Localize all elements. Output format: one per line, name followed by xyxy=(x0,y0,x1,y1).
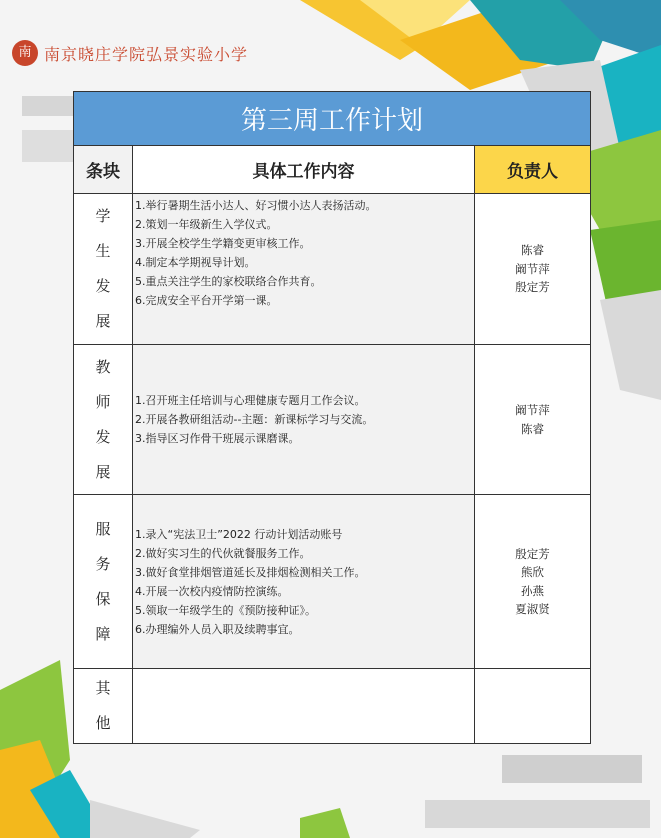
owner-name: 殷定芳 xyxy=(515,546,550,561)
school-emblem-icon: 南 xyxy=(12,40,38,66)
category-char: 生 xyxy=(95,242,111,260)
category-char: 师 xyxy=(95,392,111,411)
list-item: 2.做好实习生的代伙就餐服务工作。 xyxy=(135,546,311,560)
category-char: 保 xyxy=(95,589,111,608)
list-item: 5.重点关注学生的家校联络合作共育。 xyxy=(135,275,322,288)
list-item: 2.开展各教研组活动--主题：新课标学习与交流。 xyxy=(135,413,374,426)
content-cell xyxy=(133,495,475,669)
category-char: 发 xyxy=(95,277,111,295)
school-name: 南京晓庄学院弘景实验小学 xyxy=(44,44,249,64)
table-row xyxy=(74,345,591,495)
list-item: 6.办理编外人员入职及续聘事宜。 xyxy=(135,622,300,636)
owner-name: 阚节萍 xyxy=(515,403,550,417)
list-item: 2.策划一年级新生入学仪式。 xyxy=(135,218,278,231)
column-header-category: 条块 xyxy=(74,146,133,194)
column-header-owner: 负责人 xyxy=(475,146,591,194)
list-item: 1.录入“宪法卫士”2022 行动计划活动账号 xyxy=(135,527,343,541)
page-title: 第三周工作计划 xyxy=(74,92,591,146)
category-char: 障 xyxy=(95,624,111,643)
school-logo xyxy=(12,40,248,66)
owner-name: 阚节萍 xyxy=(515,261,550,276)
column-header-content: 具体工作内容 xyxy=(133,146,475,194)
owner-name: 孙燕 xyxy=(521,583,544,598)
owner-cell xyxy=(475,495,591,669)
category-char: 学 xyxy=(95,207,111,225)
list-item: 3.指导区习作骨干班展示课磨课。 xyxy=(135,432,300,445)
list-item: 1.举行暑期生活小达人、好习惯小达人表扬活动。 xyxy=(135,199,377,212)
owner-cell xyxy=(475,345,591,495)
category-char: 展 xyxy=(95,462,111,481)
table-row xyxy=(74,495,591,669)
list-item: 3.做好食堂排烟管道延长及排烟检测相关工作。 xyxy=(135,565,366,579)
category-char: 务 xyxy=(95,554,111,573)
table-row xyxy=(74,194,591,345)
list-item: 5.领取一年级学生的《预防接种证》。 xyxy=(135,603,316,617)
list-item: 6.完成安全平台开学第一课。 xyxy=(135,294,278,307)
category-cell xyxy=(74,194,133,345)
owner-name: 殷定芳 xyxy=(515,280,550,295)
list-item: 1.召开班主任培训与心理健康专题月工作会议。 xyxy=(135,394,366,407)
owner-cell xyxy=(475,669,591,744)
category-char: 他 xyxy=(95,714,111,732)
content-cell xyxy=(133,669,475,744)
list-item: 4.制定本学期视导计划。 xyxy=(135,256,256,269)
owner-cell xyxy=(475,194,591,345)
category-char: 发 xyxy=(95,427,111,446)
content-cell xyxy=(133,194,475,345)
category-char: 服 xyxy=(95,519,111,538)
category-cell xyxy=(74,495,133,669)
category-cell xyxy=(74,669,133,744)
category-char: 教 xyxy=(95,357,111,376)
category-char: 其 xyxy=(95,679,111,697)
list-item: 3.开展全校学生学籍变更审核工作。 xyxy=(135,237,311,250)
category-cell xyxy=(74,345,133,495)
work-plan-table xyxy=(73,91,591,744)
owner-name: 熊欣 xyxy=(521,565,544,579)
category-char: 展 xyxy=(95,312,111,330)
content-cell xyxy=(133,345,475,495)
table-row xyxy=(74,669,591,744)
owner-name: 陈睿 xyxy=(521,243,544,258)
list-item: 4.开展一次校内疫情防控演练。 xyxy=(135,584,289,598)
owner-name: 夏淑贤 xyxy=(515,602,550,616)
owner-name: 陈睿 xyxy=(521,421,544,436)
